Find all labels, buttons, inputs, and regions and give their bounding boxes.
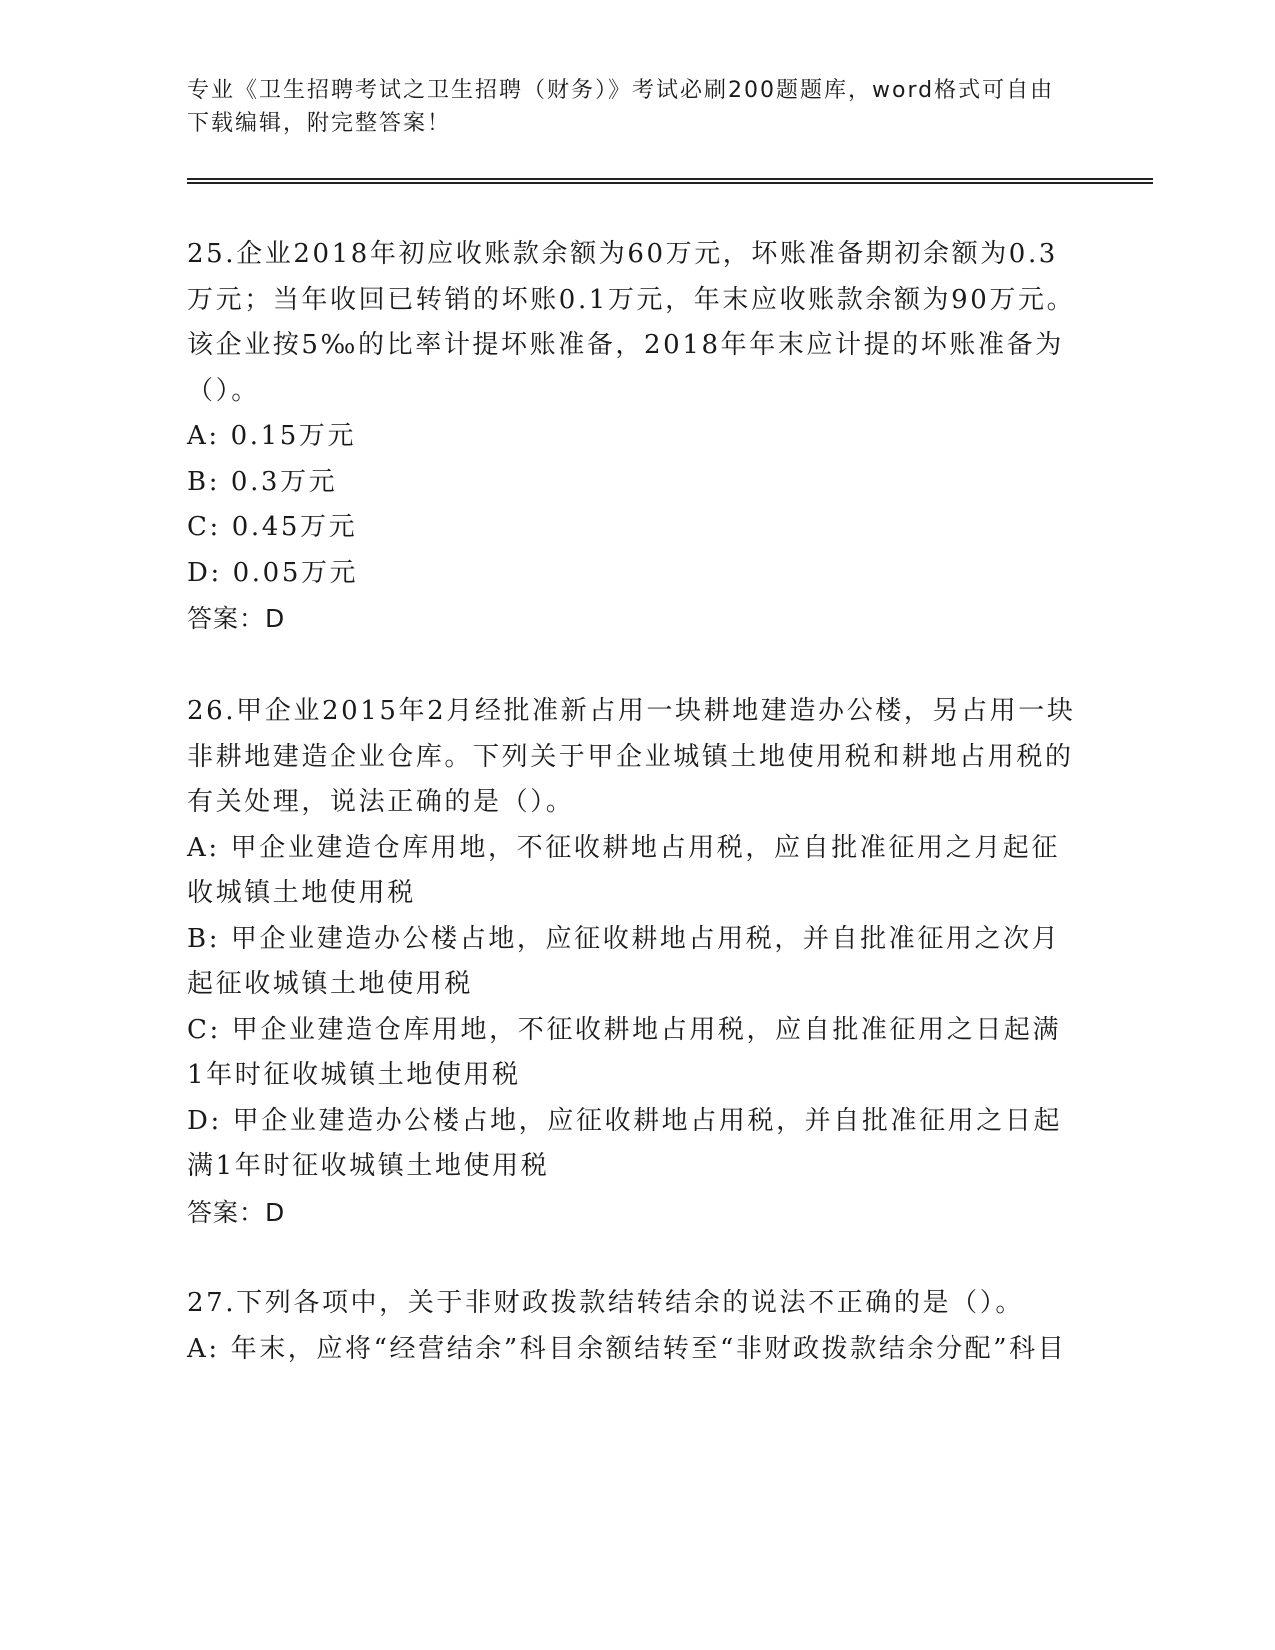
answer-line: 答案：D (187, 604, 286, 633)
option-a: A: 年末，应将“经营结余”科目余额结转至“非财政拨款结余分配”科目 (187, 1333, 1067, 1364)
question-stem: 26.甲企业2015年2月经批准新占用一块耕地建造办公楼，另占用一块非耕地建造企业仓库。下列关于甲企业城镇土地使用税和耕地占用税的有关处理，说法正确的是（）。 (187, 696, 1076, 817)
option-a: A: 甲企业建造仓库用地，不征收耕地占用税，应自批准征用之月起征收城镇土地使用税 (187, 832, 1061, 908)
option-d: D: 甲企业建造办公楼占地，应征收耕地占用税，并自批准征用之日起满1年时征收城镇土地使用税 (187, 1105, 1063, 1181)
question-26 (187, 689, 1077, 1235)
answer-line: 答案：D (187, 1197, 286, 1227)
option-b: B: 0.3万元 (187, 466, 338, 497)
question-25 (187, 232, 1077, 642)
question-stem: 27.下列各项中，关于非财政拨款结转结余的说法不正确的是（）。 (187, 1288, 1024, 1318)
header-double-rule (187, 178, 1153, 184)
document-header: 专业《卫生招聘考试之卫生招聘（财务）》考试必刷200题题库，word格式可自由下载编辑，附完整答案！ (187, 78, 1055, 136)
option-a: A: 0.15万元 (187, 421, 357, 451)
question-stem: 25.企业2018年初应收账款余额为60万元，坏账准备期初余额为0.3万元；当年收回已转销的坏账0.1万元，年末应收账款余额为90万元。该企业按5‰的比率计提坏账准备，2018年年末应计提的坏账准备为（）。 (187, 239, 1076, 406)
question-27 (187, 1281, 1077, 1372)
option-c: C: 甲企业建造仓库用地，不征收耕地占用税，应自批准征用之日起满1年时征收城镇土地使用税 (187, 1014, 1062, 1090)
option-c: C: 0.45万元 (187, 512, 358, 542)
option-b: B: 甲企业建造办公楼占地，应征收耕地占用税，并自批准征用之次月起征收城镇土地使用税 (187, 923, 1061, 999)
option-d: D: 0.05万元 (187, 557, 359, 588)
